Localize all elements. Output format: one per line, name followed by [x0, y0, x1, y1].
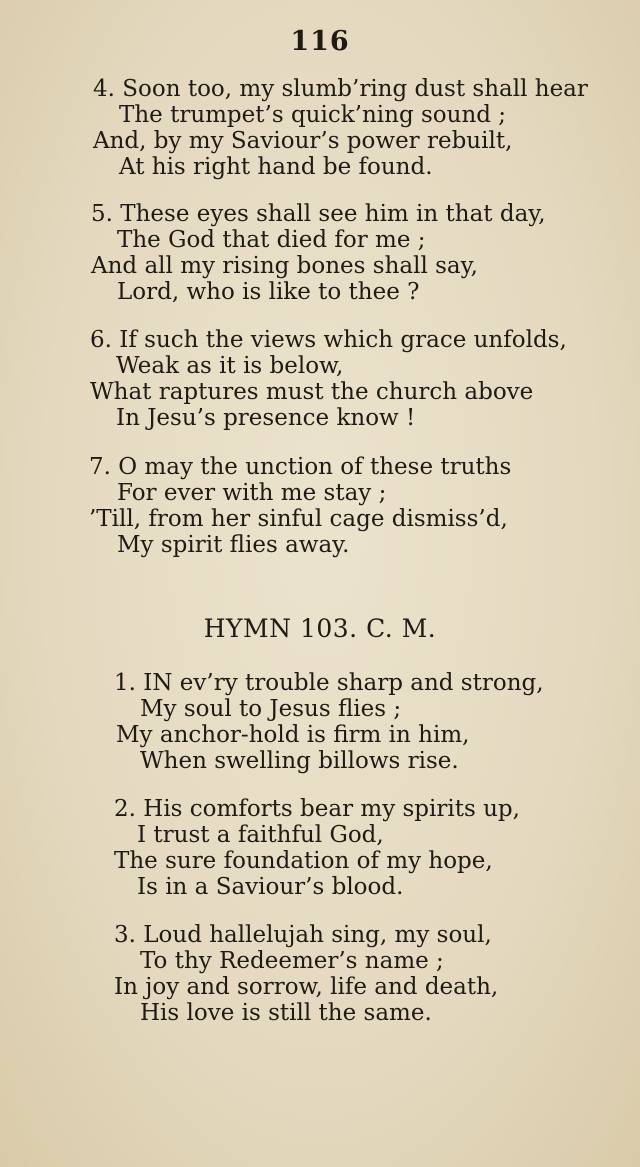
verse-line: For ever with me stay ;: [117, 480, 387, 506]
verse-line: 6. If such the views which grace unfolds,: [90, 327, 567, 353]
verse-line: 7. O may the unction of these truths: [89, 454, 512, 480]
verse-line: Is in a Saviour’s blood.: [137, 874, 404, 900]
verse-line: 2. His comforts bear my spirits up,: [114, 796, 520, 822]
verse-line: At his right hand be found.: [119, 154, 433, 180]
verse-line: And all my rising bones shall say,: [91, 253, 478, 279]
verse-line: In Jesu’s presence know !: [116, 405, 416, 431]
verse-line: 5. These eyes shall see him in that day,: [91, 201, 546, 227]
verse-line: ’Till, from her sinful cage dismiss’d,: [89, 506, 508, 532]
verse-line: And, by my Saviour’s power rebuilt,: [93, 128, 513, 154]
verse-line: My spirit flies away.: [117, 532, 350, 558]
verse-line: 3. Loud hallelujah sing, my soul,: [114, 922, 492, 948]
hymn-title: HYMN 103. C. M.: [203, 614, 437, 643]
verse-line: I trust a faithful God,: [137, 822, 384, 848]
verse-line: When swelling billows rise.: [140, 748, 459, 774]
verse-line: The sure foundation of my hope,: [114, 848, 493, 874]
verse-line: 4. Soon too, my slumb’ring dust shall hear: [93, 76, 588, 102]
verse-line: Weak as it is below,: [116, 353, 344, 379]
verse-line: 1. IN ev’ry trouble sharp and strong,: [114, 670, 544, 696]
verse-line: His love is still the same.: [140, 1000, 432, 1026]
verse-line: Lord, who is like to thee ?: [117, 279, 420, 305]
verse-line: My soul to Jesus flies ;: [140, 696, 402, 722]
verse-line: The God that died for me ;: [117, 227, 426, 253]
verse-line: What raptures must the church above: [90, 379, 534, 405]
verse-line: To thy Redeemer’s name ;: [140, 948, 444, 974]
verse-line: My anchor-hold is firm in him,: [116, 722, 470, 748]
verse-line: In joy and sorrow, life and death,: [114, 974, 499, 1000]
verse-line: The trumpet’s quick’ning sound ;: [119, 102, 507, 128]
page-number: 116: [290, 26, 350, 57]
